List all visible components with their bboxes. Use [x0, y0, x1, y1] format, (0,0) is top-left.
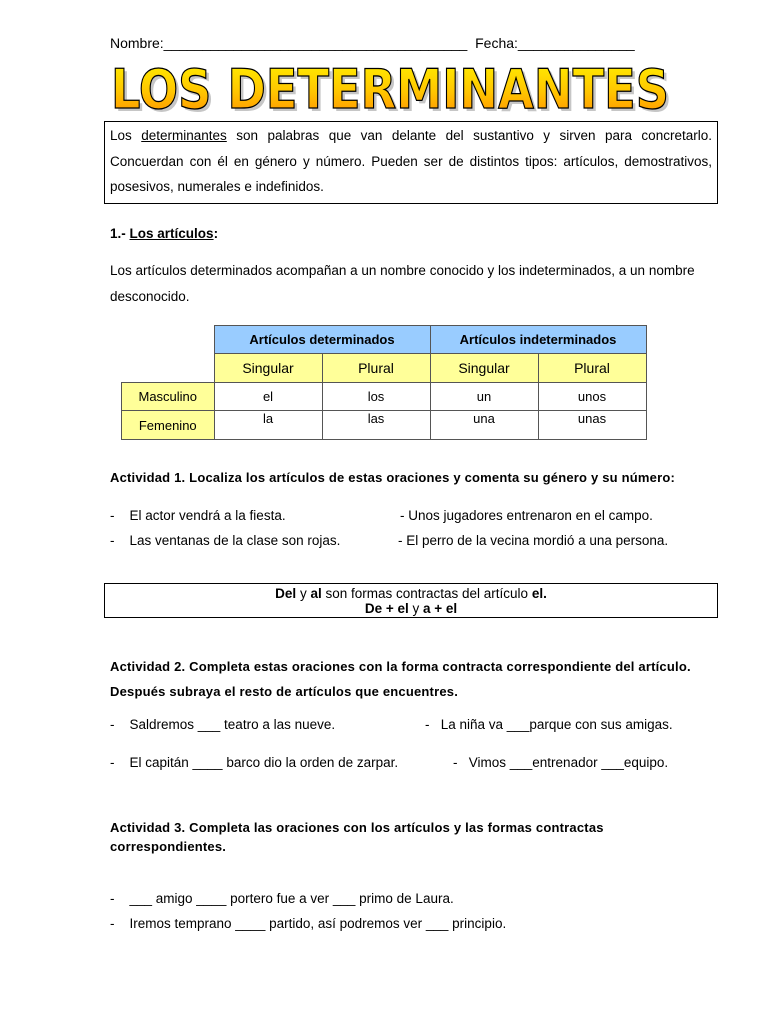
activity-1-line-right: - El perro de la vecina mordió a una persona.	[398, 533, 669, 548]
section-1-paragraph: Los artículos determinados acompañan a un nombre conocido y los indeterminados, a un nombre desconocido.	[110, 263, 695, 304]
table-row	[122, 411, 647, 440]
title-text: LOS DETERMINANTES	[111, 58, 669, 114]
table-sub-header: Singular	[214, 354, 322, 383]
table-cell: un	[430, 383, 538, 411]
table-row	[122, 383, 647, 411]
activity-2-title: Actividad 2. Completa estas oraciones con la forma contracta correspondiente del artículo. Después subraya el resto de artículos que encuentres.	[110, 659, 691, 699]
activity-3-line: - ___ amigo ____ portero fue a ver ___ primo de Laura.	[110, 891, 454, 906]
intro-term: determinantes	[141, 128, 227, 143]
activity-2-line-right: - Vimos ___entrenador ___equipo.	[453, 755, 669, 770]
contraction-line-2: De + el y a + el	[364, 601, 458, 616]
activity-1-line-right: - Unos jugadores entrenaron en el campo.	[400, 508, 653, 523]
activity-1-line-left: - El actor vendrá a la fiesta.	[110, 508, 286, 523]
table-sub-header: Plural	[538, 354, 646, 383]
title-wordart	[108, 58, 678, 114]
table-cell: unas	[538, 411, 646, 440]
activity-1-line-left: - Las ventanas de la clase son rojas.	[110, 533, 341, 548]
articles-table	[121, 325, 647, 440]
table-group-header: Artículos determinados	[214, 326, 430, 354]
table-cell: una	[430, 411, 538, 440]
table-cell: las	[322, 411, 430, 440]
name-date-line	[110, 35, 635, 51]
activity-2-line-left: - Saldremos ___ teatro a las nueve.	[110, 717, 336, 732]
intro-box	[104, 121, 718, 204]
section-1-title: 1.- Los artículos:	[110, 226, 219, 241]
table-sub-header: Plural	[322, 354, 430, 383]
page-title	[108, 58, 678, 117]
table-group-header: Artículos indeterminados	[430, 326, 646, 354]
activity-2-line-right: - La niña va ___parque con sus amigas.	[425, 717, 673, 732]
contraction-line-1: Del y al son formas contractas del artículo el.	[275, 586, 547, 601]
activity-1-title: Actividad 1. Localiza los artículos de estas oraciones y comenta su género y su número:	[110, 470, 676, 485]
activity-3-title: Actividad 3. Completa las oraciones con los artículos y las formas contractas correspondientes.	[110, 820, 604, 854]
activity-2-line-left: - El capitán ____ barco dio la orden de zarpar.	[110, 755, 399, 770]
table-cell: los	[322, 383, 430, 411]
section-1-heading: Los artículos	[129, 226, 214, 241]
svg-text:LOS DETERMINANTES: LOS DETERMINANTES	[114, 61, 672, 114]
nombre-field[interactable]: Nombre:_______________________________________	[110, 35, 468, 51]
activity-3-line: - Iremos temprano ____ partido, así podremos ver ___ principio.	[110, 916, 507, 931]
intro-before: Los	[110, 128, 132, 143]
table-cell: unos	[538, 383, 646, 411]
table-cell: el	[214, 383, 322, 411]
table-cell: la	[214, 411, 322, 440]
contraction-box	[104, 583, 718, 618]
row-label: Femenino	[122, 411, 215, 440]
row-label: Masculino	[122, 383, 215, 411]
intro-after: son palabras que van delante del sustantivo y sirven para concretarlo. Concuerdan con él en género y número. Pueden ser de distintos tipos: artículos, demostrativos, posesivos, numerales e indefinidos.	[110, 128, 712, 194]
table-sub-header: Singular	[430, 354, 538, 383]
fecha-field[interactable]: Fecha:_______________	[475, 35, 635, 51]
